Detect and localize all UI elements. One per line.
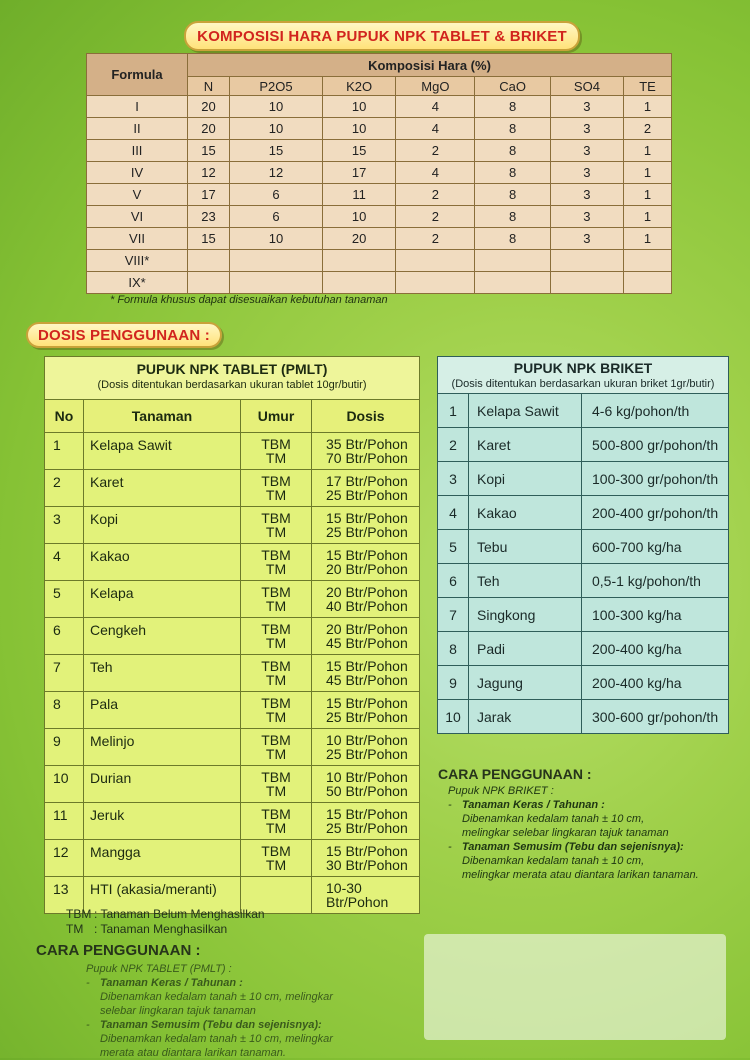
composition-row [87, 118, 672, 140]
tablet-row-umur [241, 766, 312, 803]
tablet-row-dosis-tbm: 15 Btr/Pohon [326, 547, 408, 563]
nutrient-value-cell: 3 [550, 206, 623, 228]
tablet-row-no: 3 [45, 507, 84, 544]
briket-row-dosis: 200-400 gr/pohon/th [582, 496, 729, 530]
formula-cell: II [87, 118, 188, 140]
tablet-row-umur-tm: TM [265, 857, 287, 873]
tablet-row-umur-tm: TM [265, 450, 287, 466]
tablet-row-dosis-tbm: 20 Btr/Pohon [326, 621, 408, 637]
tablet-row-umur [241, 840, 312, 877]
legend-tm-key: TM [66, 922, 84, 936]
tablet-row-dosis-tbm: 20 Btr/Pohon [326, 584, 408, 600]
nutrient-value-cell: 6 [229, 184, 322, 206]
briket-row-no: 10 [438, 700, 469, 734]
nutrient-value-cell: 20 [322, 228, 395, 250]
briket-row-no: 5 [438, 530, 469, 564]
nutrient-value-cell [188, 250, 230, 272]
tablet-row-dosis [312, 655, 420, 692]
nutrient-value-cell: 17 [322, 162, 395, 184]
tablet-row-dosis-tbm: 15 Btr/Pohon [326, 843, 408, 859]
tablet-row-umur [241, 655, 312, 692]
briket-row [438, 700, 729, 734]
tablet-row-dosis [312, 544, 420, 581]
nutrient-value-cell: 17 [188, 184, 230, 206]
tablet-row-dosis-tm: 40 Btr/Pohon [326, 598, 408, 614]
formula-cell: VII [87, 228, 188, 250]
cara-tablet-item-2: - Tanaman Semusim (Tebu dan sejenisnya): Dibenamkan kedalam tanah ± 10 cm, melingkar merata atau diantara larikan tanaman. [86, 1019, 333, 1059]
cara-briket-intro: Pupuk NPK BRIKET : [448, 785, 554, 797]
cara-penggunaan-briket-title: CARA PENGGUNAAN : [438, 766, 592, 782]
formula-cell: V [87, 184, 188, 206]
tablet-row-no: 6 [45, 618, 84, 655]
tablet-row-dosis [312, 581, 420, 618]
briket-table-title: PUPUK NPK BRIKET [513, 360, 653, 376]
nutrient-value-cell [475, 272, 550, 294]
nutrient-value-cell: 8 [475, 206, 550, 228]
nutrient-value-cell: 23 [188, 206, 230, 228]
nutrient-value-cell: 3 [550, 228, 623, 250]
tablet-row-umur-tbm: TBM [261, 547, 291, 563]
briket-row-tanaman: Kelapa Sawit [469, 394, 582, 428]
nutrient-value-cell [396, 272, 475, 294]
briket-row-no: 6 [438, 564, 469, 598]
tablet-row-no: 12 [45, 840, 84, 877]
nutrient-value-cell [322, 272, 395, 294]
briket-table-subtitle: (Dosis ditentukan berdasarkan ukuran briket 1gr/butir) [451, 378, 715, 390]
briket-row-tanaman: Kopi [469, 462, 582, 496]
tablet-row [45, 729, 420, 766]
tablet-row-tanaman: Kopi [84, 507, 241, 544]
briket-row-dosis: 100-300 gr/pohon/th [582, 462, 729, 496]
tablet-row-tanaman: HTI (akasia/meranti) [84, 877, 241, 914]
tablet-row-no: 13 [45, 877, 84, 914]
tablet-row-umur-tbm: TBM [261, 806, 291, 822]
nutrient-value-cell: 12 [229, 162, 322, 184]
briket-row-no: 3 [438, 462, 469, 496]
composition-row [87, 250, 672, 272]
dosis-banner [26, 322, 222, 348]
tablet-row [45, 507, 420, 544]
tablet-row-umur [241, 618, 312, 655]
tablet-row-dosis-tbm: 15 Btr/Pohon [326, 806, 408, 822]
legend-tm [66, 922, 227, 936]
tablet-row-dosis-tbm: 35 Btr/Pohon [326, 436, 408, 452]
tablet-row-no: 10 [45, 766, 84, 803]
tablet-row [45, 803, 420, 840]
nutrient-value-cell: 10 [322, 206, 395, 228]
briket-row [438, 462, 729, 496]
briket-row-tanaman: Tebu [469, 530, 582, 564]
tablet-header-umur: Umur [241, 400, 312, 433]
page-title-banner [184, 21, 580, 51]
nutrient-value-cell: 1 [624, 162, 672, 184]
composition-row [87, 272, 672, 294]
nutrient-value-cell: 1 [624, 184, 672, 206]
tablet-row-umur-tbm: TBM [261, 732, 291, 748]
nutrient-value-cell: 1 [624, 96, 672, 118]
briket-row-tanaman: Jarak [469, 700, 582, 734]
nutrient-value-cell [550, 272, 623, 294]
tablet-row-umur-tbm: TBM [261, 695, 291, 711]
tablet-row-dosis [312, 433, 420, 470]
tablet-row-umur-tm: TM [265, 487, 287, 503]
briket-row-tanaman: Kakao [469, 496, 582, 530]
briket-dosage-table [437, 356, 729, 734]
briket-row-dosis: 300-600 gr/pohon/th [582, 700, 729, 734]
briket-row-tanaman: Teh [469, 564, 582, 598]
nutrient-value-cell [229, 250, 322, 272]
cara-tablet-item-1-head: Tanaman Keras / Tahunan : [100, 977, 243, 989]
dosis-title: DOSIS PENGGUNAAN : [38, 326, 210, 344]
tablet-row-dosis [312, 877, 420, 914]
cara-briket-item-1: - Tanaman Keras / Tahunan : Dibenamkan kedalam tanah ± 10 cm, melingkar selebar lingkaran tajuk tanaman [448, 799, 669, 839]
nutrient-value-cell: 3 [550, 184, 623, 206]
tablet-row-dosis-tbm: 15 Btr/Pohon [326, 510, 408, 526]
tablet-row [45, 766, 420, 803]
nutrient-column-header: P2O5 [229, 77, 322, 96]
briket-row-dosis: 200-400 kg/ha [582, 666, 729, 700]
briket-table-title-cell [438, 357, 729, 394]
tablet-row-umur-tm: TM [265, 561, 287, 577]
cara-briket-item-2-head: Tanaman Semusim (Tebu dan sejenisnya): [462, 841, 684, 853]
page-title: KOMPOSISI HARA PUPUK NPK TABLET & BRIKET [197, 27, 567, 45]
nutrient-value-cell: 1 [624, 140, 672, 162]
tablet-row-dosis-tm: 45 Btr/Pohon [326, 635, 408, 651]
cara-penggunaan-tablet [86, 962, 386, 1060]
tablet-row-umur [241, 507, 312, 544]
tablet-row-dosis-tm: 25 Btr/Pohon [326, 746, 408, 762]
cara-briket-item-2: - Tanaman Semusim (Tebu dan sejenisnya): Dibenamkan kedalam tanah ± 10 cm, melingkar merata atau diantara larikan tanaman. [448, 841, 699, 881]
cara-tablet-intro: Pupuk NPK TABLET (PMLT) : [86, 963, 232, 975]
tablet-row [45, 581, 420, 618]
nutrient-value-cell: 2 [396, 140, 475, 162]
composition-table [86, 53, 672, 294]
formula-cell: IX* [87, 272, 188, 294]
tablet-row-umur-tbm: TBM [261, 621, 291, 637]
briket-row-no: 9 [438, 666, 469, 700]
formula-cell: VIII* [87, 250, 188, 272]
tablet-row-umur-tm: TM [265, 709, 287, 725]
nutrient-value-cell: 3 [550, 96, 623, 118]
tablet-row-no: 1 [45, 433, 84, 470]
tablet-row-dosis [312, 729, 420, 766]
nutrient-column-header: CaO [475, 77, 550, 96]
tablet-row-tanaman: Kakao [84, 544, 241, 581]
legend-tbm-key: TBM [66, 907, 92, 921]
nutrient-value-cell: 2 [396, 206, 475, 228]
tablet-row-umur-tbm: TBM [261, 843, 291, 859]
nutrient-value-cell: 8 [475, 96, 550, 118]
cara-tablet-item-2-text-1: Dibenamkan kedalam tanah ± 10 cm, melingkar [100, 1033, 333, 1045]
nutrient-value-cell: 8 [475, 162, 550, 184]
tablet-row-tanaman: Melinjo [84, 729, 241, 766]
nutrient-value-cell: 3 [550, 118, 623, 140]
tablet-row-umur-tbm: TBM [261, 584, 291, 600]
tablet-row-dosis-tbm: 10-30 Btr/Pohon [326, 880, 389, 910]
briket-row [438, 394, 729, 428]
tablet-row-umur [241, 433, 312, 470]
briket-row [438, 496, 729, 530]
tablet-row-tanaman: Durian [84, 766, 241, 803]
tablet-row-umur-tbm: TBM [261, 510, 291, 526]
briket-row [438, 598, 729, 632]
briket-row-tanaman: Singkong [469, 598, 582, 632]
tablet-row-dosis-tm: 45 Btr/Pohon [326, 672, 408, 688]
nutrient-value-cell: 10 [229, 228, 322, 250]
briket-row [438, 530, 729, 564]
nutrient-value-cell: 8 [475, 118, 550, 140]
tablet-row-dosis-tm: 30 Btr/Pohon [326, 857, 408, 873]
nutrient-value-cell: 4 [396, 118, 475, 140]
tablet-row-dosis-tm: 25 Btr/Pohon [326, 524, 408, 540]
tablet-row-umur [241, 470, 312, 507]
nutrient-column-header: SO4 [550, 77, 623, 96]
cara-tablet-item-2-text-2: merata atau diantara larikan tanaman. [100, 1047, 286, 1059]
nutrient-value-cell: 2 [396, 228, 475, 250]
nutrient-value-cell: 1 [624, 228, 672, 250]
tablet-row-dosis-tbm: 10 Btr/Pohon [326, 769, 408, 785]
tablet-row-umur [241, 803, 312, 840]
tablet-row-dosis [312, 692, 420, 729]
tablet-row-dosis-tbm: 15 Btr/Pohon [326, 658, 408, 674]
nutrient-column-header: TE [624, 77, 672, 96]
composition-row [87, 162, 672, 184]
nutrient-value-cell: 8 [475, 228, 550, 250]
tablet-row [45, 655, 420, 692]
tablet-row-dosis-tbm: 17 Btr/Pohon [326, 473, 408, 489]
briket-row-dosis: 600-700 kg/ha [582, 530, 729, 564]
tablet-row-umur-tm: TM [265, 524, 287, 540]
cara-tablet-item-1-text-1: Dibenamkan kedalam tanah ± 10 cm, melingkar [100, 991, 333, 1003]
cara-briket-item-1-text-1: Dibenamkan kedalam tanah ± 10 cm, [462, 813, 645, 825]
nutrient-value-cell: 3 [550, 140, 623, 162]
tablet-row-no: 5 [45, 581, 84, 618]
tablet-row [45, 840, 420, 877]
tablet-row-no: 8 [45, 692, 84, 729]
nutrient-value-cell: 12 [188, 162, 230, 184]
cara-tablet-item-1: - Tanaman Keras / Tahunan : Dibenamkan kedalam tanah ± 10 cm, melingkar selebar lingkaran tajuk tanaman [86, 977, 333, 1017]
composition-row [87, 184, 672, 206]
tablet-row-tanaman: Kelapa [84, 581, 241, 618]
nutrient-value-cell: 8 [475, 140, 550, 162]
composition-row [87, 206, 672, 228]
tablet-row-tanaman: Teh [84, 655, 241, 692]
tablet-header-dosis: Dosis [312, 400, 420, 433]
composition-row [87, 228, 672, 250]
briket-row-tanaman: Padi [469, 632, 582, 666]
briket-row-no: 2 [438, 428, 469, 462]
nutrient-value-cell: 11 [322, 184, 395, 206]
tablet-row [45, 692, 420, 729]
tablet-row-dosis [312, 618, 420, 655]
tablet-row-umur-tbm: TBM [261, 436, 291, 452]
briket-row-dosis: 500-800 gr/pohon/th [582, 428, 729, 462]
nutrient-value-cell: 10 [229, 96, 322, 118]
nutrient-column-header: K2O [322, 77, 395, 96]
nutrient-value-cell [475, 250, 550, 272]
tablet-row-dosis-tm: 25 Btr/Pohon [326, 820, 408, 836]
tablet-row-dosis [312, 803, 420, 840]
tablet-row-dosis-tm: 50 Btr/Pohon [326, 783, 408, 799]
tablet-row-tanaman: Karet [84, 470, 241, 507]
tablet-row-umur-tm: TM [265, 672, 287, 688]
tablet-table-title-cell [45, 357, 420, 400]
nutrient-value-cell [229, 272, 322, 294]
tablet-row-dosis-tm: 25 Btr/Pohon [326, 487, 408, 503]
tablet-row-dosis [312, 507, 420, 544]
nutrient-value-cell: 4 [396, 96, 475, 118]
nutrient-value-cell: 2 [624, 118, 672, 140]
nutrient-value-cell: 15 [188, 140, 230, 162]
formula-cell: III [87, 140, 188, 162]
tablet-row-tanaman: Kelapa Sawit [84, 433, 241, 470]
briket-row-dosis: 100-300 kg/ha [582, 598, 729, 632]
nutrient-value-cell: 20 [188, 96, 230, 118]
tablet-row-dosis-tm: 70 Btr/Pohon [326, 450, 408, 466]
cara-briket-item-2-text-1: Dibenamkan kedalam tanah ± 10 cm, [462, 855, 645, 867]
nutrient-value-cell: 2 [396, 184, 475, 206]
nutrient-value-cell [322, 250, 395, 272]
nutrient-value-cell [624, 250, 672, 272]
tablet-row [45, 470, 420, 507]
tablet-row-umur-tm: TM [265, 635, 287, 651]
tablet-row-no: 4 [45, 544, 84, 581]
tablet-row-no: 2 [45, 470, 84, 507]
briket-row-no: 8 [438, 632, 469, 666]
briket-row [438, 666, 729, 700]
nutrient-value-cell [188, 272, 230, 294]
briket-row-dosis: 0,5-1 kg/pohon/th [582, 564, 729, 598]
tablet-row-umur-tbm: TBM [261, 473, 291, 489]
briket-row-tanaman: Karet [469, 428, 582, 462]
briket-row-no: 7 [438, 598, 469, 632]
tablet-header-tanaman: Tanaman [84, 400, 241, 433]
cara-tablet-item-1-text-2: selebar lingkaran tajuk tanaman [100, 1005, 256, 1017]
tablet-row-umur [241, 692, 312, 729]
tablet-row [45, 618, 420, 655]
blank-label-box [424, 934, 726, 1040]
tablet-header-no: No [45, 400, 84, 433]
nutrient-value-cell [624, 272, 672, 294]
formula-footnote: * Formula khusus dapat disesuaikan kebutuhan tanaman [110, 294, 388, 306]
tablet-row-tanaman: Pala [84, 692, 241, 729]
legend-tbm [66, 907, 265, 921]
briket-row [438, 632, 729, 666]
tablet-row-umur [241, 729, 312, 766]
nutrient-value-cell: 15 [322, 140, 395, 162]
cara-tablet-item-2-head: Tanaman Semusim (Tebu dan sejenisnya): [100, 1019, 322, 1031]
nutrient-value-cell: 10 [322, 96, 395, 118]
tablet-row-dosis-tm: 25 Btr/Pohon [326, 709, 408, 725]
nutrient-value-cell [550, 250, 623, 272]
tablet-row-dosis [312, 470, 420, 507]
formula-cell: IV [87, 162, 188, 184]
tablet-row-dosis [312, 766, 420, 803]
cara-penggunaan-tablet-title: CARA PENGGUNAAN : [36, 942, 201, 959]
briket-row-dosis: 4-6 kg/pohon/th [582, 394, 729, 428]
cara-briket-item-2-text-2: melingkar merata atau diantara larikan tanaman. [462, 869, 699, 881]
composition-row [87, 140, 672, 162]
tablet-row-dosis-tbm: 15 Btr/Pohon [326, 695, 408, 711]
tablet-row-umur-tm: TM [265, 820, 287, 836]
briket-row [438, 564, 729, 598]
briket-row-no: 1 [438, 394, 469, 428]
tablet-row-tanaman: Jeruk [84, 803, 241, 840]
nutrient-column-header: MgO [396, 77, 475, 96]
tablet-row-tanaman: Mangga [84, 840, 241, 877]
tablet-table-title: PUPUK NPK TABLET (PMLT) [136, 361, 328, 377]
nutrient-value-cell: 3 [550, 162, 623, 184]
nutrient-value-cell: 10 [229, 118, 322, 140]
tablet-row-umur-tm: TM [265, 746, 287, 762]
nutrient-value-cell: 4 [396, 162, 475, 184]
cara-briket-item-1-text-2: melingkar selebar lingkaran tajuk tanaman [462, 827, 669, 839]
tablet-row-dosis [312, 840, 420, 877]
tablet-row-umur-tm: TM [265, 598, 287, 614]
tablet-row-umur [241, 581, 312, 618]
nutrient-value-cell: 20 [188, 118, 230, 140]
formula-header: Formula [87, 54, 188, 96]
nutrient-value-cell: 15 [188, 228, 230, 250]
tablet-row-dosis-tbm: 10 Btr/Pohon [326, 732, 408, 748]
briket-row-no: 4 [438, 496, 469, 530]
tablet-row-no: 7 [45, 655, 84, 692]
legend-tbm-text: : Tanaman Belum Menghasilkan [94, 907, 265, 921]
tablet-table-subtitle: (Dosis ditentukan berdasarkan ukuran tablet 10gr/butir) [97, 379, 367, 391]
tablet-row-umur [241, 544, 312, 581]
tablet-row-tanaman: Cengkeh [84, 618, 241, 655]
tablet-row-umur-tbm: TBM [261, 769, 291, 785]
nutrient-value-cell: 1 [624, 206, 672, 228]
formula-cell: I [87, 96, 188, 118]
tablet-row [45, 544, 420, 581]
nutrient-value-cell: 10 [322, 118, 395, 140]
composition-row [87, 96, 672, 118]
komposisi-header: Komposisi Hara (%) [188, 54, 672, 77]
tablet-dosage-table [44, 356, 420, 914]
nutrient-value-cell: 8 [475, 184, 550, 206]
legend-tm-text: : Tanaman Menghasilkan [94, 922, 228, 936]
nutrient-value-cell: 15 [229, 140, 322, 162]
nutrient-value-cell [396, 250, 475, 272]
briket-row-dosis: 200-400 kg/ha [582, 632, 729, 666]
nutrient-value-cell: 6 [229, 206, 322, 228]
tablet-row-dosis-tm: 20 Btr/Pohon [326, 561, 408, 577]
cara-briket-item-1-head: Tanaman Keras / Tahunan : [462, 799, 605, 811]
tablet-row-umur-tm: TM [265, 783, 287, 799]
tablet-row [45, 433, 420, 470]
formula-cell: VI [87, 206, 188, 228]
nutrient-column-header: N [188, 77, 230, 96]
briket-row-tanaman: Jagung [469, 666, 582, 700]
tablet-row-no: 9 [45, 729, 84, 766]
cara-penggunaan-briket [448, 784, 738, 882]
tablet-row-no: 11 [45, 803, 84, 840]
briket-row [438, 428, 729, 462]
tablet-row-umur-tbm: TBM [261, 658, 291, 674]
